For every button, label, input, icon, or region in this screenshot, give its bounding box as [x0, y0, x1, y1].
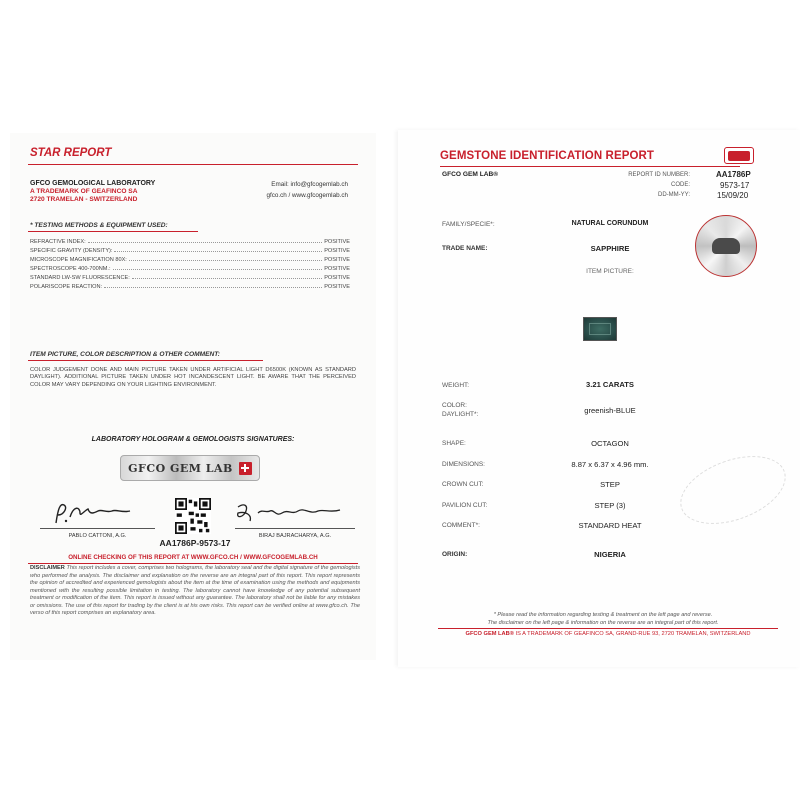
test-label: STANDARD LW-SW FLUORESCENCE:	[30, 275, 130, 281]
color-value: greenish-BLUE	[584, 406, 636, 415]
title-divider	[440, 166, 740, 167]
test-value: POSITIVE	[324, 284, 350, 290]
qr-code-icon[interactable]	[175, 498, 211, 534]
test-label: REFRACTIVE INDEX:	[30, 239, 86, 245]
dot-leader	[104, 284, 322, 288]
test-value: POSITIVE	[324, 248, 350, 254]
lab-email: Email: info@gfcogemlab.ch	[271, 181, 348, 188]
test-row	[30, 248, 350, 254]
dot-leader	[114, 248, 322, 252]
code-value: 9573-17	[720, 181, 750, 190]
signature-cattoni	[50, 499, 140, 527]
report-id: AA1786P	[716, 170, 751, 179]
disclaimer-text: This report includes a cover, comprises two holograms, the laboratory seal and the digital signature of the gemologists who performed the analysis. The disclaimer and explanation on the reverse are an integral part of this report. This report represents the opinion of accredited and experienced gemologists about the item at the time of examination using the methods and equipments mentioned with the resulting possible limitation in testing. The laboratory cannot have knowledge of any potential subsequent treatment or modification of the item. This report is issued without any guarantee. The laboratory shall not be liable for any mistakes or omissions. The use of this report for trading by the client is at his own risks. This report can be verified online at www.gfco.ch. The verso of this report comprises an explanatory area.	[30, 565, 360, 616]
report-id-label: REPORT ID NUMBER:	[628, 172, 690, 178]
footer-brand: GFCO GEM LAB®	[465, 631, 514, 637]
color-label: COLOR:	[442, 402, 467, 409]
daylight-label: DAYLIGHT*:	[442, 411, 479, 418]
gemstone-picture	[583, 317, 617, 341]
testing-section-title: * TESTING METHODS & EQUIPMENT USED:	[30, 222, 168, 229]
hologram	[120, 455, 260, 481]
crown-cut-label: CROWN CUT:	[442, 481, 484, 488]
signature-bajracharya	[232, 499, 347, 527]
certificate-number: AA1786P-9573-17	[159, 538, 231, 548]
hologram-section-title: LABORATORY HOLOGRAM & GEMOLOGISTS SIGNATURES:	[91, 436, 295, 443]
info-note: * Please read the information regarding testing & treatment on the left page and reverse.	[493, 612, 713, 618]
date-value: 15/09/20	[717, 191, 749, 200]
lab-trademark: A TRADEMARK OF GEAFINCO SA	[30, 188, 138, 195]
report-title: STAR REPORT	[30, 147, 112, 159]
test-value: POSITIVE	[324, 275, 350, 281]
gemstone-facet	[589, 323, 611, 335]
test-row	[30, 257, 350, 263]
shape-value: OCTAGON	[591, 439, 629, 448]
item-divider	[28, 360, 263, 361]
dot-leader	[88, 239, 323, 243]
dot-leader	[129, 257, 322, 261]
swiss-cross-icon	[239, 462, 252, 475]
test-value: POSITIVE	[324, 257, 350, 263]
test-label: POLARISCOPE REACTION:	[30, 284, 103, 290]
lab-website: gfco.ch / www.gfcogemlab.ch	[266, 192, 348, 199]
item-picture-label: ITEM PICTURE:	[586, 268, 634, 275]
weight-value: 3.21 CARATS	[586, 380, 634, 389]
lab-name: GFCO GEMOLOGICAL LABORATORY	[30, 180, 156, 187]
online-divider	[28, 563, 358, 564]
lab-address: 2720 TRAMELAN - SWITZERLAND	[30, 196, 138, 203]
title-divider	[28, 164, 358, 165]
gfco-logo-icon	[724, 147, 754, 164]
test-label: SPECIFIC GRAVITY (DENSITY):	[30, 248, 113, 254]
comment-label: COMMENT*:	[442, 522, 480, 529]
lab-name: GFCO GEM LAB®	[442, 171, 499, 178]
comment-value: STANDARD HEAT	[578, 521, 642, 530]
shape-label: SHAPE:	[442, 440, 466, 447]
origin-value: NIGERIA	[594, 550, 626, 559]
test-value: POSITIVE	[324, 239, 350, 245]
code-label: CODE:	[670, 182, 690, 188]
family-label: FAMILY/SPECIE*:	[442, 221, 495, 228]
disclaimer	[30, 565, 360, 618]
online-check-link[interactable]: ONLINE CHECKING OF THIS REPORT AT WWW.GFCO.CH / WWW.GFCOGEMLAB.CH	[68, 554, 318, 561]
signature-line	[235, 528, 355, 529]
trade-name-label: TRADE NAME:	[442, 245, 488, 252]
test-row	[30, 275, 350, 281]
hologram-text: GFCO GEM LAB	[128, 461, 233, 475]
testing-divider	[28, 231, 198, 232]
test-row	[30, 284, 350, 290]
weight-label: WEIGHT:	[442, 382, 470, 389]
item-section-title: ITEM PICTURE, COLOR DESCRIPTION & OTHER COMMENT:	[30, 351, 220, 358]
origin-label: ORIGIN:	[442, 551, 468, 558]
test-label: MICROSCOPE MAGNIFICATION 80X:	[30, 257, 127, 263]
footer-text: IS A TRADEMARK OF GEAFINCO SA, GRAND-RUE 93, 2720 TRAMELAN, SWITZERLAND	[515, 631, 751, 637]
footer	[438, 631, 778, 637]
item-description: COLOR JUDGEMENT DONE AND MAIN PICTURE TAKEN UNDER ARTIFICIAL LIGHT D6500K (KNOWN AS STANDARD DAYLIGHT). ADDITIONAL PICTURE TAKEN UNDER HOT INCANDESCENT LIGHT. BE AWARE THAT THE PERCEIVED COLOR MAY VARY DEPENDING ON YOUR LIGHTING ENVIRONMENT.	[30, 367, 356, 388]
family-value: NATURAL CORUNDUM	[571, 220, 649, 227]
test-label: SPECTROSCOPE 400-700NM.:	[30, 266, 111, 272]
dot-leader	[113, 266, 323, 270]
test-row	[30, 266, 350, 272]
dimensions-label: DIMENSIONS:	[442, 461, 485, 468]
test-row	[30, 239, 350, 245]
dimensions-value: 8.87 x 6.37 x 4.96 mm.	[571, 460, 649, 469]
pavilion-cut-label: PAVILION CUT:	[442, 502, 488, 509]
signature-name: PABLO CATTONI, A.G.	[68, 533, 127, 539]
disclaimer-label: DISCLAIMER	[30, 565, 65, 571]
signature-line	[40, 528, 155, 529]
laboratory-seal-icon	[695, 215, 757, 277]
report-title: GEMSTONE IDENTIFICATION REPORT	[440, 150, 655, 162]
gemstone-report-page	[398, 130, 800, 667]
footer-divider	[438, 628, 778, 629]
date-label: DD-MM-YY:	[658, 192, 690, 198]
crown-cut-value: STEP	[600, 480, 620, 489]
star-report-page	[10, 133, 376, 660]
trade-name-value: SAPPHIRE	[590, 244, 630, 253]
pavilion-cut-value: STEP (3)	[594, 501, 626, 510]
logo-mark	[728, 151, 750, 161]
seal-emblem	[712, 238, 740, 254]
signature-name: BIRAJ BAJRACHARYA, A.G.	[258, 533, 332, 539]
disclaimer-note: The disclaimer on the left page & information on the reverse are an integral part of this report.	[487, 620, 719, 626]
test-value: POSITIVE	[324, 266, 350, 272]
dot-leader	[132, 275, 322, 279]
